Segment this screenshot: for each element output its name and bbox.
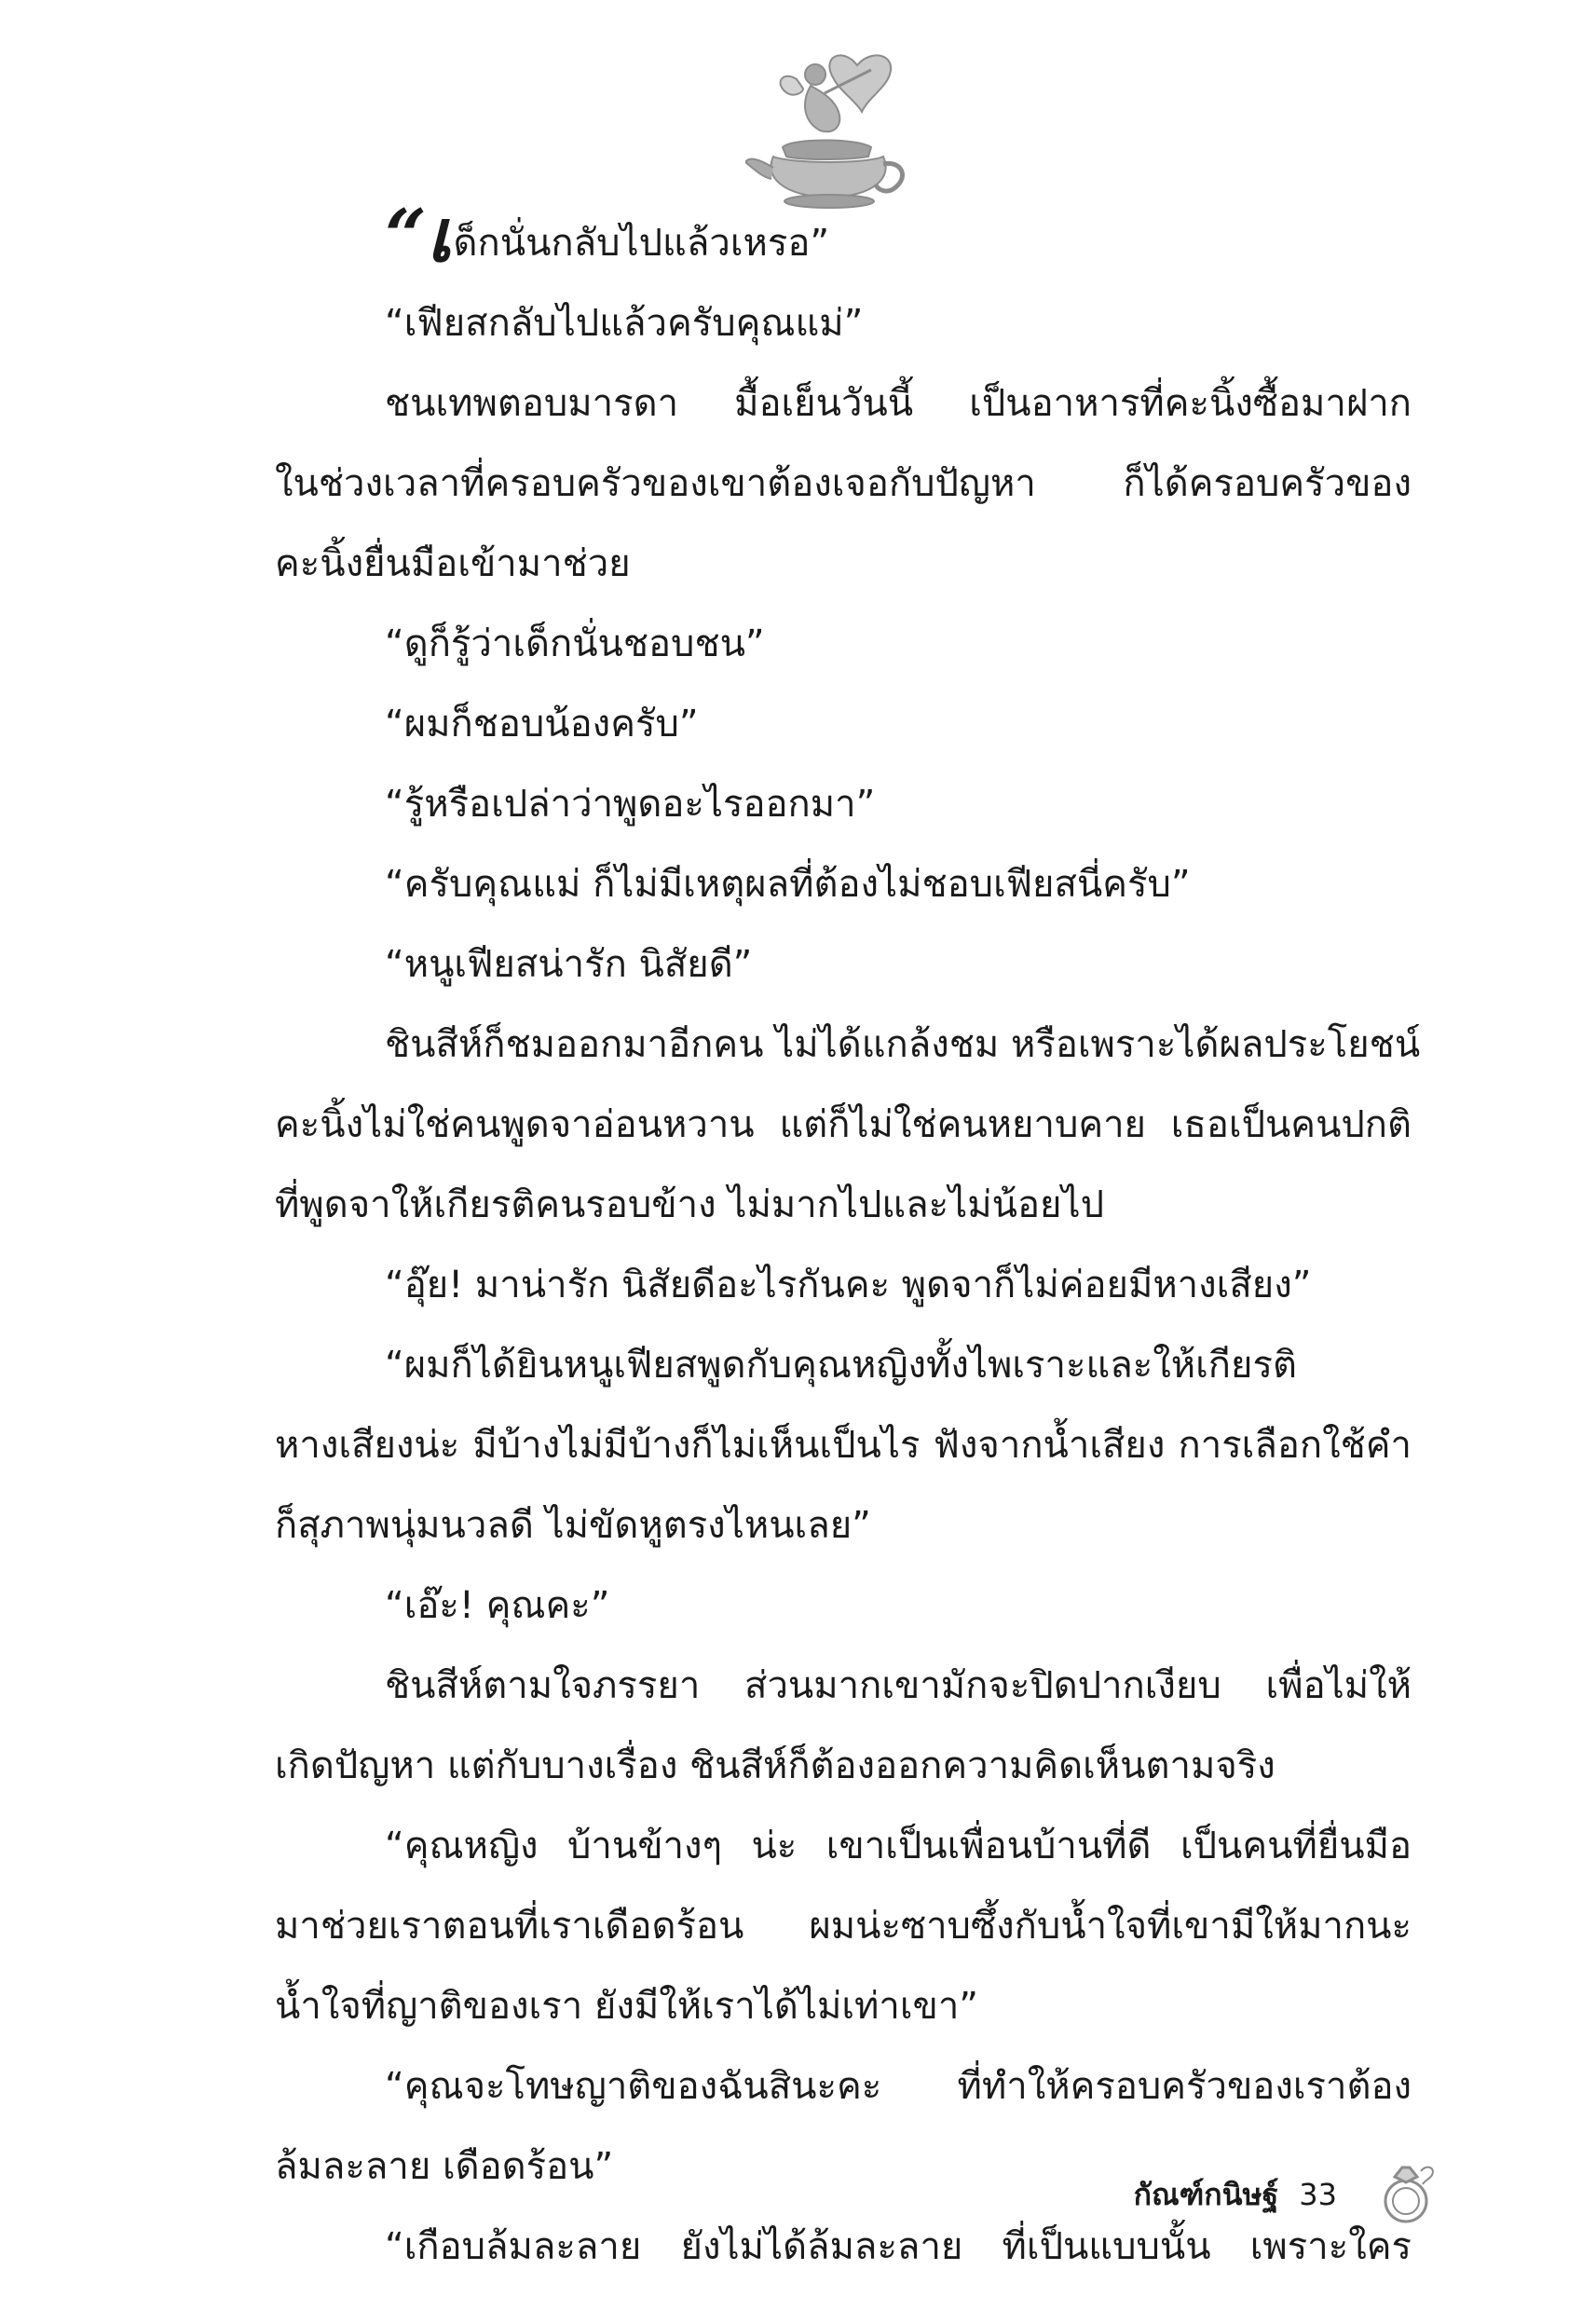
ring-ornament-icon	[1378, 2158, 1438, 2231]
text-line: “เกือบล้มละลาย ยังไม่ได้ล้มละลาย ที่เป็นแบบนั้น เพราะใคร	[385, 2225, 1412, 2268]
text-line: “เฟียสกลับไปแล้วครับคุณแม่”	[385, 302, 864, 345]
text-line: “หนูเฟียสน่ารัก นิสัยดี”	[385, 943, 753, 986]
first-line	[275, 194, 1412, 283]
cupid-teapot-ornament-icon	[745, 37, 913, 214]
text-line: ในช่วงเวลาที่ครอบครัวของเขาต้องเจอกับปัญหา ก็ได้ครอบครัวของ	[275, 462, 1412, 505]
text-line: “คุณหญิง บ้านข้างๆ น่ะ เขาเป็นเพื่อนบ้านที่ดี เป็นคนที่ยื่นมือ	[385, 1825, 1412, 1867]
text-line: “รู้หรือเปล่าว่าพูดอะไรออกมา”	[385, 783, 876, 826]
text-line: คะนิ้งไม่ใช่คนพูดจาอ่อนหวาน แต่ก็ไม่ใช่คนหยาบคาย เธอเป็นคนปกติ	[275, 1103, 1412, 1146]
text-line: ล้มละลาย เดือดร้อน”	[275, 2145, 614, 2188]
text-line: “คุณจะโทษญาติของฉันสินะคะ ที่ทำให้ครอบครัวของเราต้อง	[385, 2065, 1412, 2108]
text-line: หางเสียงน่ะ มีบ้างไม่มีบ้างก็ไม่เห็นเป็นไร ฟังจากน้ำเสียง การเลือกใช้คำ	[275, 1424, 1412, 1467]
text-line: “ครับคุณแม่ ก็ไม่มีเหตุผลที่ต้องไม่ชอบเฟียสนี่ครับ”	[385, 863, 1191, 906]
line-text: ด็กนั่นกลับไปแล้วเหรอ”	[453, 222, 830, 265]
text-line: “ดูก็รู้ว่าเด็กนั่นชอบชน”	[385, 622, 765, 665]
text-line: ก็สุภาพนุ่มนวลดี ไม่ขัดหูตรงไหนเลย”	[275, 1504, 871, 1547]
text-line: มาช่วยเราตอนที่เราเดือดร้อน ผมน่ะซาบซึ้งกับน้ำใจที่เขามีให้มากนะ	[275, 1905, 1412, 1948]
drop-cap	[385, 194, 452, 279]
page-footer	[1134, 2153, 1438, 2236]
paragraph-lines	[275, 194, 1421, 2287]
drop-cap-letter: เ	[426, 194, 452, 279]
opening-quote: “	[385, 194, 427, 279]
book-title: กัณฑ์กนิษฐ์	[1133, 2176, 1279, 2212]
text-line: เกิดปัญหา แต่กับบางเรื่อง ชินสีห์ก็ต้องออกความคิดเห็นตามจริง	[275, 1744, 1275, 1787]
page-number: 33	[1299, 2177, 1337, 2212]
text-line: “อุ๊ย! มาน่ารัก นิสัยดีอะไรกันคะ พูดจาก็ไม่ค่อยมีหางเสียง”	[385, 1264, 1312, 1306]
text-line: น้ำใจที่ญาติของเรา ยังมีให้เราได้ไม่เท่าเขา”	[275, 1985, 979, 2028]
text-line: “เอ๊ะ! คุณคะ”	[385, 1584, 610, 1627]
body-text	[275, 194, 1421, 2287]
text-line: “ผมก็ได้ยินหนูเฟียสพูดกับคุณหญิงทั้งไพเราะและให้เกียรติ	[385, 1344, 1297, 1387]
text-line: ชนเทพตอบมารดา มื้อเย็นวันนี้ เป็นอาหารที่คะนิ้งซื้อมาฝาก	[385, 382, 1412, 425]
text-line: ชินสีห์ตามใจภรรยา ส่วนมากเขามักจะปิดปากเงียบ เพื่อไม่ให้	[385, 1664, 1412, 1707]
text-line: “ผมก็ชอบน้องครับ”	[385, 703, 699, 745]
text-line: คะนิ้งยื่นมือเข้ามาช่วย	[275, 542, 631, 585]
text-line: ที่พูดจาให้เกียรติคนรอบข้าง ไม่มากไปและไม่น้อยไป	[275, 1183, 1104, 1226]
text-line: ชินสีห์ก็ชมออกมาอีกคน ไม่ได้แกล้งชม หรือเพราะได้ผลประโยชน์	[385, 1023, 1421, 1066]
